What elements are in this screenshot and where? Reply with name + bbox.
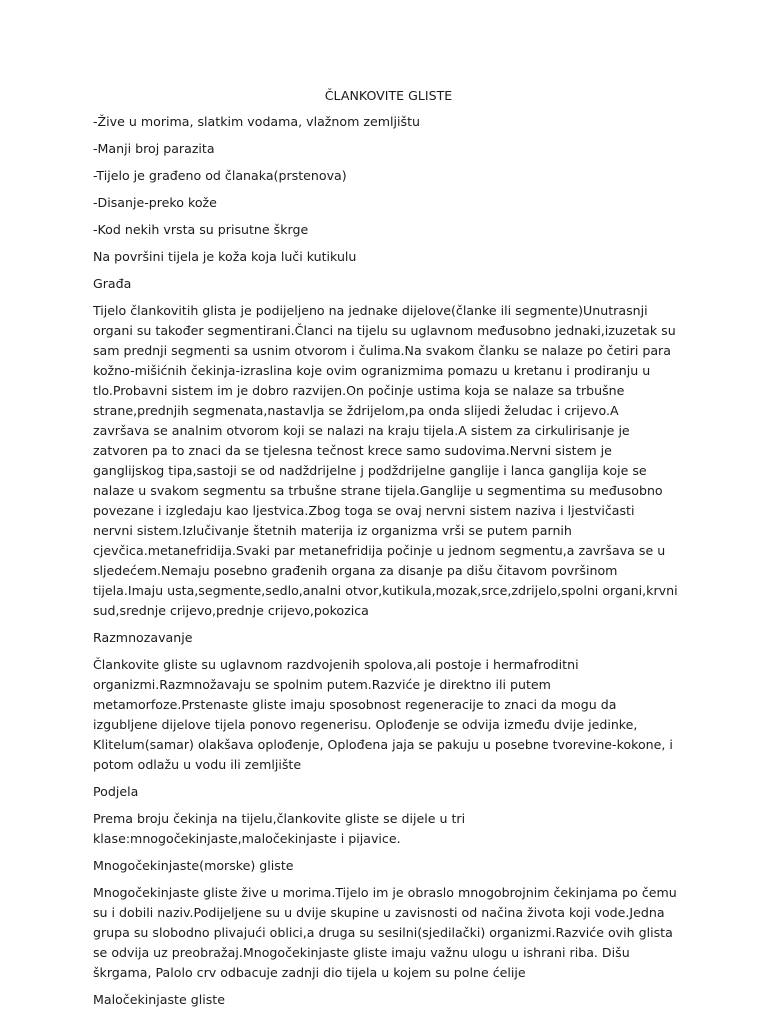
heading-classification: Podjela — [93, 784, 139, 799]
paragraph-gills: -Kod nekih vrsta su prisutne škrge — [93, 222, 309, 237]
document-page — [93, 86, 678, 1017]
paragraph-reproduction: Člankovite gliste su uglavnom razdvojenih spolova,ali postoje i hermafroditni organizmi.Razmnožavaju se spolnim putem.Razviće je direktno ili putem metamorfoze.Prstenaste gliste imaju sposobnost regeneracije to znaci da mogu da izgubljene dijelove tijela ponovo regenerisu. Oplođenje se odvija između dvije jedinke, Klitelum(samar) olakšava oplođenje, Oplođena jaja se pakuju u posebne tvorevine-kokone, i potom odlažu u vodu ili zemljište — [93, 657, 673, 772]
paragraph-cuticle: Na površini tijela je koža koja luči kutikulu — [93, 249, 357, 264]
paragraph-body-segments: -Tijelo je građeno od članaka(prstenova) — [93, 168, 347, 183]
heading-polychaetes: Mnogočekinjaste(morske) gliste — [93, 858, 294, 873]
paragraph-structure: Tijelo člankovitih glista je podijeljeno na jednake dijelove(članke ili segmente)Unutrasnji organi su također segmentirani.Članci na tijelu su uglavnom međusobno jednaki,izuzetak su sam prednji segmenti sa usnim otvorom i čulima.Na svakom članku se nalaze po četiri para kožno-mišićnih čekinja-izraslina koje ovim ogranizmima pomazu u kretanu i prodiranju u tlo.Probavni sistem im je dobro razvijen.On počinje ustima koja se nalaze sa trbušne strane,prednjih segmenata,nastavlja se ždrijelom,pa onda slijedi želudac i crijevo.A završava se analnim otvorom koji se nalazi na kraju tijela.A sistem za cirkulirisanje je zatvoren pa to znaci da se tjelesna tečnost krece samo sudovima.Nervni sistem je ganglijskog tipa,sastoji se od nadždrijelne j podždrijelne ganglije i lanca ganglija koje se nalaze u svakom segmentu sa trbušne strane tijela.Ganglije u segmentima su međusobno povezane i izgledaju kao ljestvica.Zbog toga se ovaj nervni sistem naziva i ljestvičasti nervni sistem.Izlučivanje štetnih materija iz organizma vrši se putem parnih cjevčica.metanefridija.Svaki par metanefridija počinje u jednom segmentu,a završava se u sljedećem.Nemaju posebno građenih organa za disanje pa dišu čitavom površinom tijela.Imaju usta,segmente,sedlo,analni otvor,kutikula,mozak,srce,zdrijelo,spolni organi,krvni sud,srednje crijevo,prednje crijevo,pokozica — [93, 303, 678, 618]
paragraph-classification: Prema broju čekinja na tijelu,člankovite gliste se dijele u tri klase:mnogočekinjaste,maločekinjaste i pijavice. — [93, 811, 466, 846]
heading-structure: Građa — [93, 276, 132, 291]
paragraph-breathing: -Disanje-preko kože — [93, 195, 217, 210]
paragraph-polychaetes: Mnogočekinjaste gliste žive u morima.Tijelo im je obraslo mnogobrojnim čekinjama po čemu su i dobili naziv.Podijeljene su u dvije skupine u zavisnosti od načina života koji vode.Jedna grupa su slobodno plivajući oblici,a druga su sesilni(sjedilački) organizmi.Razviće ovih glista se odvija uz preobražaj.Mnogočekinjaste gliste imaju važnu ulogu u ishrani riba. Dišu škrgama, Palolo crv odbacuje zadnji dio tijela u kojem su polne ćelije — [93, 885, 677, 980]
document-title: ČLANKOVITE GLISTE — [324, 88, 453, 103]
heading-reproduction: Razmnozavanje — [93, 630, 193, 645]
heading-oligochaetes: Maločekinjaste gliste — [93, 992, 225, 1007]
paragraph-habitat: -Žive u morima, slatkim vodama, vlažnom zemljištu — [93, 114, 420, 129]
paragraph-parasites: -Manji broj parazita — [93, 141, 215, 156]
